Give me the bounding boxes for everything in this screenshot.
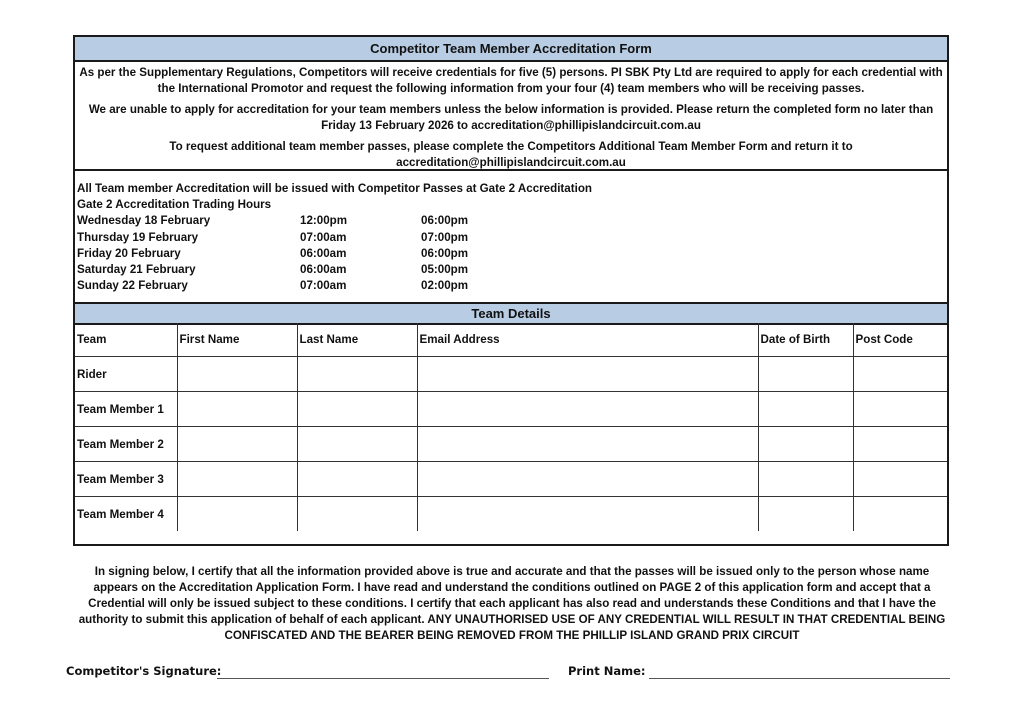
column-header-email: Email Address bbox=[417, 323, 758, 357]
last-name-field[interactable] bbox=[297, 392, 417, 427]
dob-field[interactable] bbox=[758, 462, 853, 497]
column-header-postcode: Post Code bbox=[853, 323, 947, 357]
email-field[interactable] bbox=[417, 357, 758, 392]
row-label: Team Member 2 bbox=[75, 427, 177, 462]
email-field[interactable] bbox=[417, 392, 758, 427]
email-field[interactable] bbox=[417, 427, 758, 462]
last-name-field[interactable] bbox=[297, 357, 417, 392]
last-name-field[interactable] bbox=[297, 462, 417, 497]
row-label: Rider bbox=[75, 357, 177, 392]
hours-close: 05:00pm bbox=[421, 263, 469, 277]
trading-hours-section bbox=[75, 171, 947, 304]
hours-row bbox=[77, 262, 947, 278]
table-row-team-member-1 bbox=[75, 392, 947, 427]
accreditation-notice: All Team member Accreditation will be issued with Competitor Passes at Gate 2 Accreditation bbox=[77, 182, 592, 195]
table-row-team-member-2 bbox=[75, 427, 947, 462]
team-details-heading: Team Details bbox=[75, 304, 947, 325]
column-header-last-name: Last Name bbox=[297, 323, 417, 357]
hours-open: 06:00am bbox=[300, 263, 347, 277]
first-name-field[interactable] bbox=[177, 497, 297, 532]
hours-open: 07:00am bbox=[300, 230, 347, 244]
hours-day: Sunday 22 February bbox=[77, 279, 188, 293]
first-name-field[interactable] bbox=[177, 427, 297, 462]
first-name-field[interactable] bbox=[177, 462, 297, 497]
first-name-field[interactable] bbox=[177, 392, 297, 427]
hours-day: Friday 20 February bbox=[77, 246, 181, 260]
table-row-team-member-4 bbox=[75, 497, 947, 532]
print-name-field[interactable] bbox=[649, 678, 950, 679]
hours-row bbox=[77, 278, 947, 294]
postcode-field[interactable] bbox=[853, 427, 947, 462]
hours-day: Wednesday 18 February bbox=[77, 214, 211, 228]
print-name-label: Print Name: bbox=[568, 664, 646, 678]
hours-day: Saturday 21 February bbox=[77, 263, 196, 277]
form-title: Competitor Team Member Accreditation Form bbox=[75, 37, 947, 62]
hours-open: 12:00pm bbox=[300, 214, 348, 228]
accreditation-form bbox=[73, 35, 949, 546]
intro-paragraph-1: As per the Supplementary Regulations, Competitors will receive credentials for five (5) persons. PI SBK Pty Ltd are required to apply for each credential with the International Promotor and request the following information from your four (4) team members who will be receiving passes. bbox=[79, 66, 943, 95]
hours-close: 06:00pm bbox=[421, 246, 469, 260]
team-details-table bbox=[75, 323, 947, 531]
signature-label: Competitor's Signature: bbox=[66, 664, 222, 678]
row-label: Team Member 4 bbox=[75, 497, 177, 532]
column-header-dob: Date of Birth bbox=[758, 323, 853, 357]
signature-field[interactable] bbox=[217, 678, 549, 679]
last-name-field[interactable] bbox=[297, 497, 417, 532]
postcode-field[interactable] bbox=[853, 392, 947, 427]
hours-close: 06:00pm bbox=[421, 214, 469, 228]
dob-field[interactable] bbox=[758, 357, 853, 392]
hours-close: 07:00pm bbox=[421, 230, 469, 244]
column-header-team: Team bbox=[75, 323, 177, 357]
email-field[interactable] bbox=[417, 497, 758, 532]
table-header-row bbox=[75, 323, 947, 357]
hours-open: 07:00am bbox=[300, 279, 347, 293]
dob-field[interactable] bbox=[758, 392, 853, 427]
email-field[interactable] bbox=[417, 462, 758, 497]
hours-row bbox=[77, 213, 947, 229]
row-label: Team Member 1 bbox=[75, 392, 177, 427]
first-name-field[interactable] bbox=[177, 357, 297, 392]
intro-section bbox=[75, 60, 947, 171]
hours-row bbox=[77, 230, 947, 246]
last-name-field[interactable] bbox=[297, 427, 417, 462]
intro-paragraph-2: We are unable to apply for accreditation for your team members unless the below information is provided. Please return the completed form no later than Friday 13 February 2026 to accreditation@phillipislandcircuit.com.au bbox=[88, 103, 934, 132]
column-header-first-name: First Name bbox=[177, 323, 297, 357]
postcode-field[interactable] bbox=[853, 357, 947, 392]
dob-field[interactable] bbox=[758, 427, 853, 462]
trading-hours-heading: Gate 2 Accreditation Trading Hours bbox=[77, 198, 272, 212]
row-label: Team Member 3 bbox=[75, 462, 177, 497]
hours-day: Thursday 19 February bbox=[77, 230, 199, 244]
dob-field[interactable] bbox=[758, 497, 853, 532]
postcode-field[interactable] bbox=[853, 462, 947, 497]
hours-row bbox=[77, 246, 947, 262]
intro-paragraph-3: To request additional team member passes, please complete the Competitors Additional Team Member Form and return it to accreditation@phillipislandcircuit.com.au bbox=[169, 140, 853, 169]
table-row-team-member-3 bbox=[75, 462, 947, 497]
table-row-rider bbox=[75, 357, 947, 392]
hours-open: 06:00am bbox=[300, 246, 347, 260]
declaration-text: In signing below, I certify that all the information provided above is true and accurate and that the passes will be issued only to the person whose name appears on the Accreditation Application Form. I have read and understand the conditions outlined on PAGE 2 of this application form and accept that a Credential will only be issued subject to these conditions. I certify that each applicant has also read and understands these Conditions and that I have the authority to submit this application of behalf of each applicant. ANY UNAUTHORISED USE OF ANY CREDENTIAL WILL RESULT IN THAT CREDENTIAL BEING CONFISCATED AND THE BEARER BEING REMOVED FROM THE PHILLIP ISLAND GRAND PRIX CIRCUIT bbox=[78, 565, 946, 642]
hours-close: 02:00pm bbox=[421, 279, 469, 293]
postcode-field[interactable] bbox=[853, 497, 947, 532]
